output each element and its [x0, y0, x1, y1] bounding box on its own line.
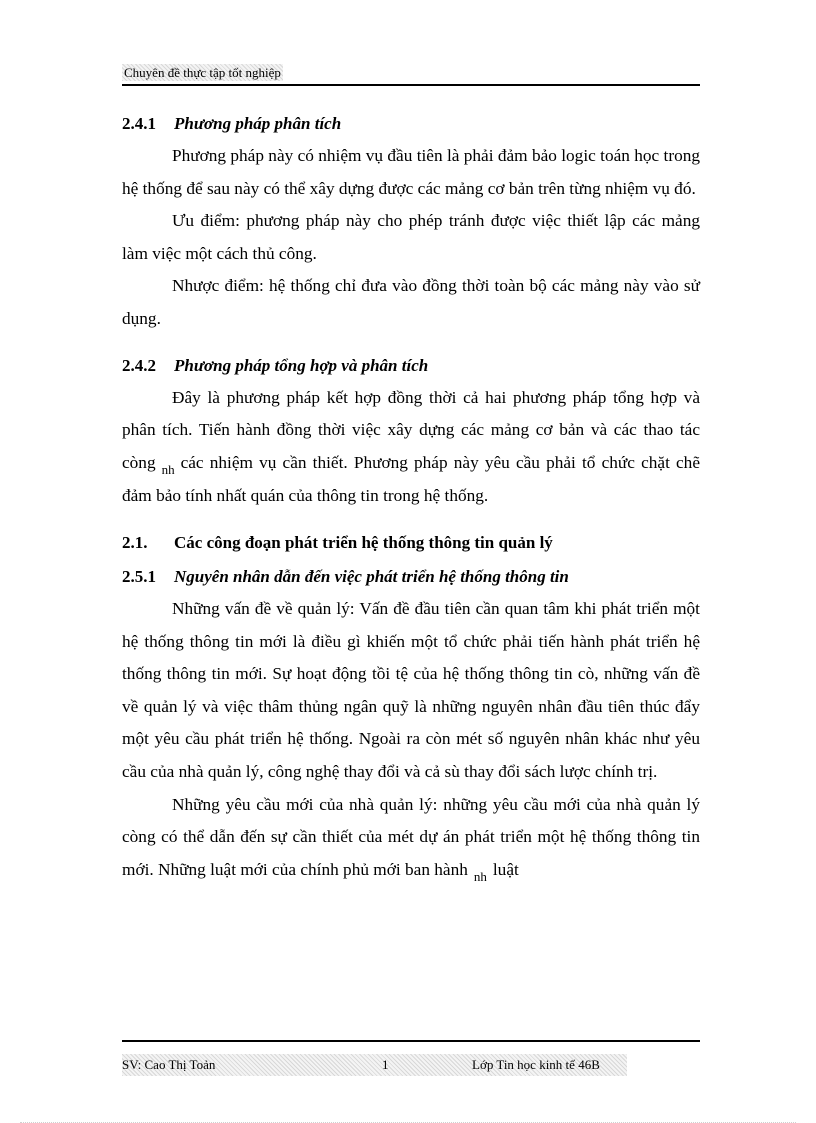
- paragraph-part: Những yêu cầu mới của nhà quản lý: những yêu cầu mới của nhà quản lý còng có thể dẫn đến sự cần thiết của mét dự án phát triển một hệ thống thông tin mới. Những luật mới của chính phủ mới ban hành: [122, 794, 700, 879]
- paragraph-part: luật: [492, 859, 519, 879]
- heading-number: 2.5.1: [122, 566, 156, 586]
- subscript-fragment: nh: [473, 868, 487, 884]
- heading-number: 2.4.1: [122, 114, 156, 133]
- paragraph: Những vấn đề về quản lý: Vấn đề đầu tiên cần quan tâm khi phát triển một hệ thống thông tin mới là điều gì khiến một tổ chức phải tiến hành phát triển hệ thống thông tin mới. Sự hoạt động tồi tệ của hệ thống thông tin cò, những vấn đề về quản lý và việc thâm thủng ngân quỹ là những nguyên nhân đầu tiên thúc đẩy một yêu cầu phát triển hệ thống. Ngoài ra còn mét số nguyên nhân khác như yêu cầu của nhà quản lý, công nghệ thay đổi và cả sù thay đổi sách lược chính trị.: [122, 598, 700, 781]
- paragraph: [122, 382, 700, 513]
- heading-number: 2.1.: [122, 532, 148, 552]
- paragraph: Ưu điểm: phương pháp này cho phép tránh được việc thiết lập các mảng làm việc một cách thủ công.: [122, 211, 700, 263]
- heading-title: Các công đoạn phát triển hệ thống thông tin quản lý: [174, 532, 553, 552]
- paragraph-part: các nhiệm vụ cần thiết. Phương pháp này yêu cầu phải tổ chức chặt chẽ đảm bảo tính nhất quán của thông tin trong hệ thống.: [122, 452, 700, 506]
- paragraph: Nhược điểm: hệ thống chỉ đưa vào đồng thời toàn bộ các mảng này vào sử dụng.: [122, 276, 700, 328]
- running-footer: [122, 1040, 700, 1082]
- footer-class: Lớp Tin học kinh tế 46B: [472, 1057, 600, 1072]
- header-title: Chuyên đề thực tập tốt nghiệp: [124, 65, 281, 80]
- heading-number: 2.4.2: [122, 355, 156, 375]
- footer-bar: [122, 1054, 627, 1076]
- heading-2-4-2: [122, 350, 700, 382]
- heading-2-1: [122, 527, 700, 559]
- heading-2-4-1: [122, 108, 700, 140]
- paragraph: Phương pháp này có nhiệm vụ đầu tiên là phải đảm bảo logic toán học trong hệ thống để sau này có thể xây dựng được các mảng cơ bản trên từng nhiệm vụ đó.: [122, 146, 700, 198]
- paragraph: [122, 789, 700, 888]
- heading-title: Phương pháp phân tích: [174, 114, 342, 133]
- heading-title: Phương pháp tổng hợp và phân tích: [174, 355, 429, 375]
- paragraph-part: Đây là phương pháp kết hợp đồng thời cả hai phương pháp tổng hợp và phân tích. Tiến hành đồng thời việc xây dựng các mảng cơ bản và các thao tác còng: [122, 387, 700, 472]
- heading-2-5-1: [122, 561, 700, 593]
- footer-student: SV: Cao Thị Toản: [122, 1057, 216, 1072]
- heading-title: Nguyên nhân dẫn đến việc phát triển hệ thống thông tin: [174, 566, 569, 586]
- running-header: [122, 64, 700, 86]
- footer-page-number: 1: [382, 1057, 389, 1072]
- subscript-fragment: nh: [161, 461, 175, 477]
- document-body: [122, 104, 700, 887]
